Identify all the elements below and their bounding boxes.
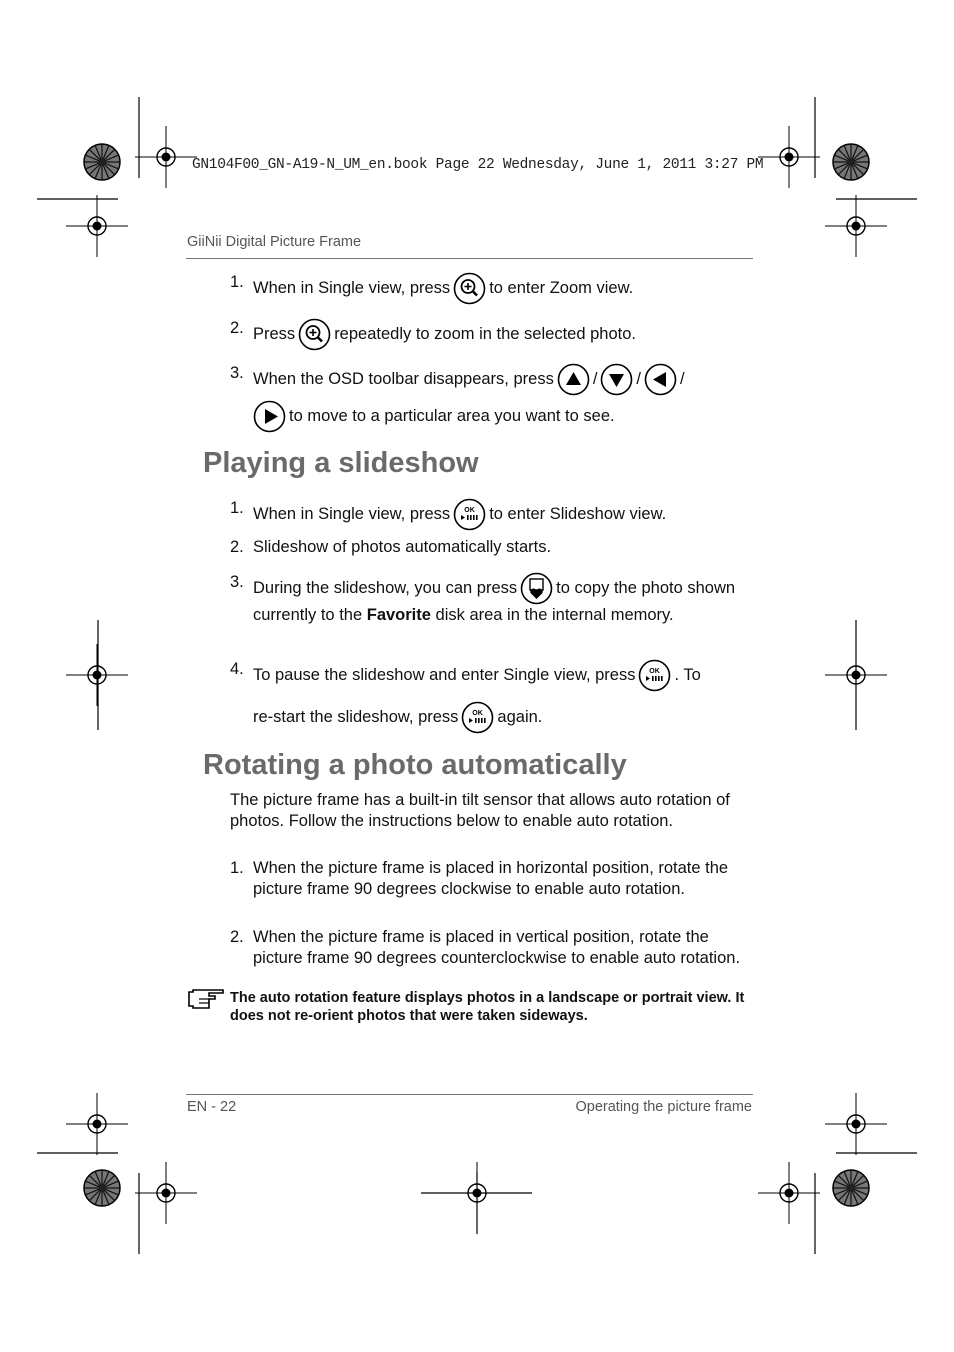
ok-play-icon <box>453 498 486 531</box>
rotation-intro: The picture frame has a built-in tilt sensor that allows auto rotation of photos. Follow the instructions below to enable auto rotation. <box>230 791 730 830</box>
zoom-step-1-text-a: When in Single view, press <box>253 278 451 297</box>
running-title: GiiNii Digital Picture Frame <box>187 234 362 250</box>
zoom-step-3-text-b: to move to a particular area you want to see. <box>289 406 615 425</box>
rotation-heading: Rotating a photo automatically <box>203 749 627 781</box>
svg-text:OK: OK <box>472 710 484 717</box>
print-info: GN104F00_GN-A19-N_UM_en.book Page 22 Wednesday, June 1, 2011 3:27 PM <box>192 157 764 173</box>
slideshow-heading: Playing a slideshow <box>203 447 479 479</box>
ok-play-icon <box>461 701 494 734</box>
zoom-step-2-text-b: repeatedly to zoom in the selected photo. <box>334 324 636 343</box>
arrow-left-icon <box>644 363 677 396</box>
svg-text:OK: OK <box>464 507 475 514</box>
note-text: The auto rotation feature displays photos in a landscape or portrait view. It does not re-orient photos that were taken sideways. <box>230 990 745 1024</box>
zoom-in-icon <box>453 272 486 305</box>
arrow-down-icon <box>600 363 633 396</box>
page-number: EN - 22 <box>187 1099 237 1115</box>
footer-section: Operating the picture frame <box>575 1099 752 1115</box>
arrow-right-icon <box>253 400 286 433</box>
header-rule <box>186 258 753 259</box>
favorite-icon <box>520 572 553 605</box>
zoom-step-3-text-a: When the OSD toolbar disappears, press <box>253 369 554 388</box>
arrow-up-icon <box>557 363 590 396</box>
footer-rule <box>186 1094 753 1095</box>
svg-text:OK: OK <box>649 668 661 675</box>
pointing-hand-icon <box>187 988 225 1010</box>
ok-play-icon <box>638 659 671 692</box>
zoom-step-1-text-b: to enter Zoom view. <box>489 278 634 297</box>
zoom-in-icon <box>298 318 331 351</box>
zoom-step-2-text-a: Press <box>253 324 296 343</box>
